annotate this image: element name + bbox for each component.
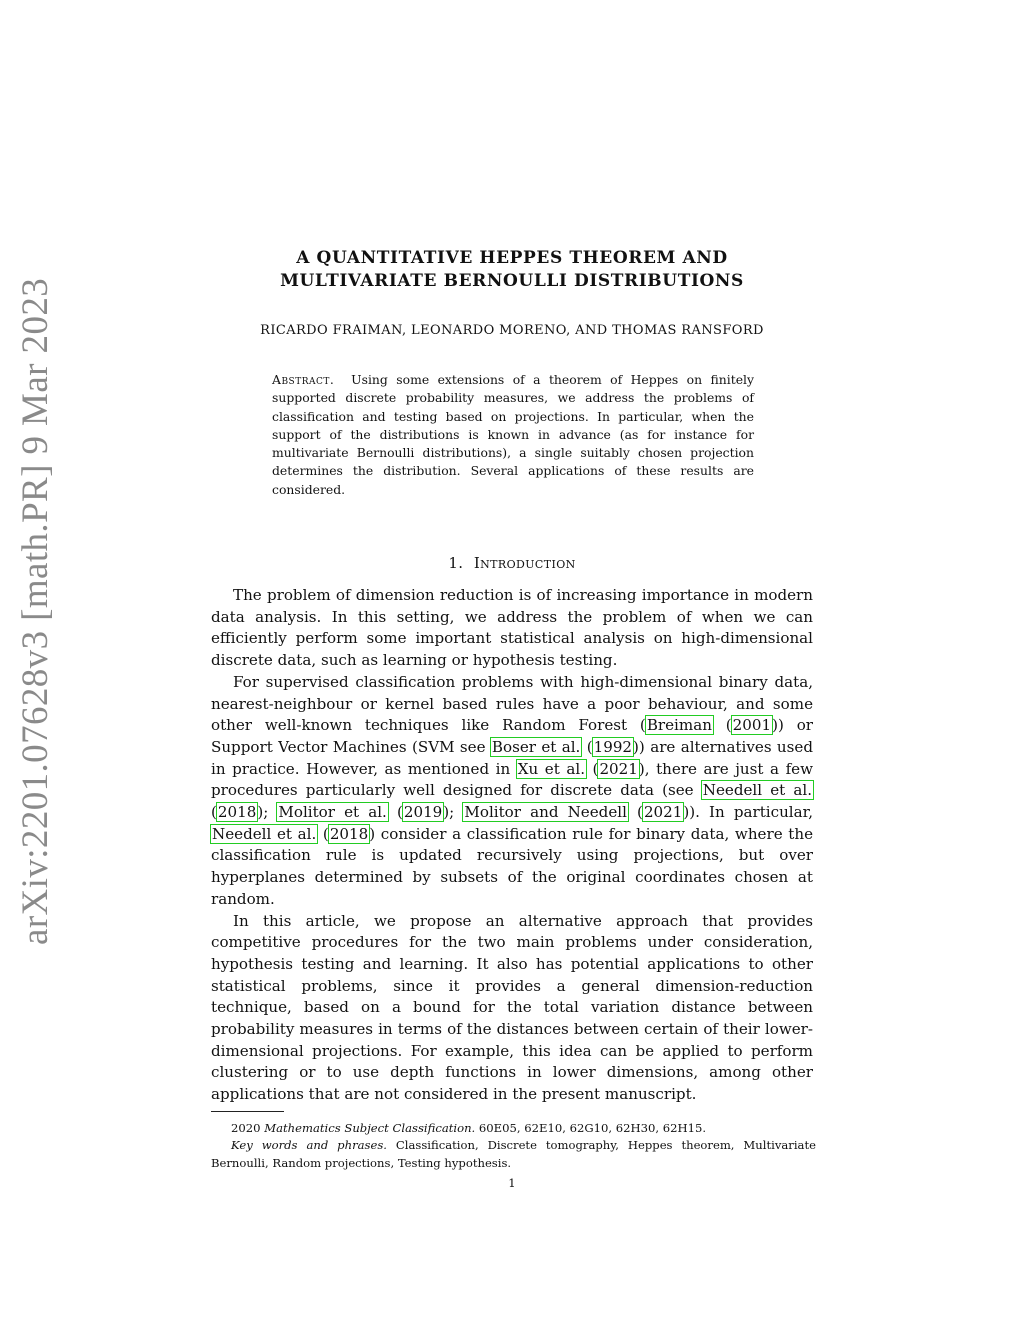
- text-run: (: [317, 824, 329, 843]
- footnote-divider: [211, 1111, 284, 1112]
- citation-link-xu[interactable]: Xu et al.: [517, 759, 585, 778]
- keywords-label: Key words and phrases.: [231, 1138, 387, 1153]
- citation-link-boser[interactable]: Boser et al.: [491, 737, 581, 756]
- footnote-keywords: [211, 1137, 816, 1172]
- paragraph-1: The problem of dimension reduction is of increasing importance in modern data analysis. In this setting, we address the problem of when we can efficiently perform some important statistical analysis on high-dimensional discrete data, such as learning or hypothesis testing.: [211, 586, 813, 670]
- title-line-2: MULTIVARIATE BERNOULLI DISTRIBUTIONS: [280, 271, 744, 291]
- text-run: (: [712, 716, 732, 735]
- text-run: ), there are just a few procedures particularly well designed for discrete data (see: [211, 759, 814, 800]
- citation-link-needell-2-year[interactable]: 2018: [329, 824, 369, 843]
- text-run: )) or Support Vector Machines (SVM see: [211, 716, 813, 756]
- citation-link-molitor[interactable]: Molitor et al.: [278, 803, 387, 822]
- citation-link-xu-year[interactable]: 2021: [599, 759, 638, 778]
- msc-year: 2020: [231, 1121, 261, 1135]
- paragraph-2: [211, 672, 813, 911]
- text-run: (: [586, 759, 599, 778]
- title-line-1: A QUANTITATIVE HEPPES THEOREM AND: [296, 248, 728, 268]
- citation-link-needell[interactable]: Needell et al.: [702, 781, 812, 800]
- citation-link-molitor-needell-year[interactable]: 2021: [643, 803, 683, 822]
- citation-link-needell-2[interactable]: Needell et al.: [212, 824, 317, 843]
- paragraph-3: In this article, we propose an alternative approach that provides competitive procedures for the two main problems under consideration, hypothesis testing and learning. It also has potential applications to other statistical problems, since it provides a general dimension-reduction technique, based on a bound for the total variation distance between probability measures in terms of the distances between certain of their lower-dimensional projections. For example, this idea can be applied to perform clustering or to use depth functions in lower dimensions, among other applications that are not considered in the present manuscript.: [211, 911, 813, 1104]
- abstract: [272, 371, 754, 499]
- introduction-body: [211, 585, 813, 1106]
- citation-link-molitor-needell[interactable]: Molitor and Needell: [464, 803, 627, 822]
- abstract-text: Using some extensions of a theorem of Heppes on finitely supported discrete probability measures, we address the problems of classification and testing based on projections. In particular, when the support of the distributions is known in advance (as for instance for multivariate Bernoulli distributions), a single suitably chosen projection determines the distribution. Several applications of these results are considered.: [272, 372, 754, 497]
- section-title: Introduction: [473, 554, 576, 572]
- text-run: (: [211, 803, 217, 822]
- citation-link-molitor-year[interactable]: 2019: [403, 803, 443, 822]
- text-run: );: [443, 803, 464, 822]
- text-run: (: [627, 803, 643, 822]
- footnote-msc: [211, 1120, 816, 1137]
- section-heading: [210, 554, 814, 572]
- keywords-text: Classification, Discrete tomography, Heppes theorem, Multivariate Bernoulli, Random projections, Testing hypothesis.: [211, 1138, 816, 1170]
- citation-link-breiman[interactable]: Breiman: [646, 716, 712, 735]
- section-number: 1.: [448, 554, 464, 572]
- text-run: (: [387, 803, 403, 822]
- citation-link-boser-year[interactable]: 1992: [593, 737, 633, 756]
- text-run: ) consider a classification rule for binary data, where the classification rule is updated recursively using projections, but over hyperplanes determined by subsets of the original coordinates chosen at random.: [211, 824, 813, 908]
- text-run: )) are alternatives used in practice. However, as mentioned in: [211, 737, 813, 778]
- paper-title: [210, 247, 814, 293]
- abstract-label: Abstract.: [272, 372, 335, 387]
- msc-codes: 60E05, 62E10, 62G10, 62H30, 62H15.: [478, 1121, 707, 1135]
- page-number: 1: [508, 1176, 516, 1190]
- msc-label: Mathematics Subject Classification.: [264, 1121, 476, 1135]
- arxiv-identifier-stamp: arXiv:2201.07628v3 [math.PR] 9 Mar 2023: [15, 277, 56, 945]
- text-run: For supervised classification problems with high-dimensional binary data, nearest-neighbour or kernel based rules have a poor behaviour, and some other well-known techniques like Random Forest (: [211, 672, 813, 735]
- text-run: );: [257, 803, 278, 822]
- author-list: RICARDO FRAIMAN, LEONARDO MORENO, AND THOMAS RANSFORD: [260, 323, 764, 338]
- citation-link-needell-year[interactable]: 2018: [217, 803, 257, 822]
- citation-link-breiman-year[interactable]: 2001: [732, 716, 772, 735]
- text-run: (: [581, 737, 593, 756]
- text-run: )). In particular,: [683, 803, 813, 822]
- footnotes: [211, 1120, 816, 1172]
